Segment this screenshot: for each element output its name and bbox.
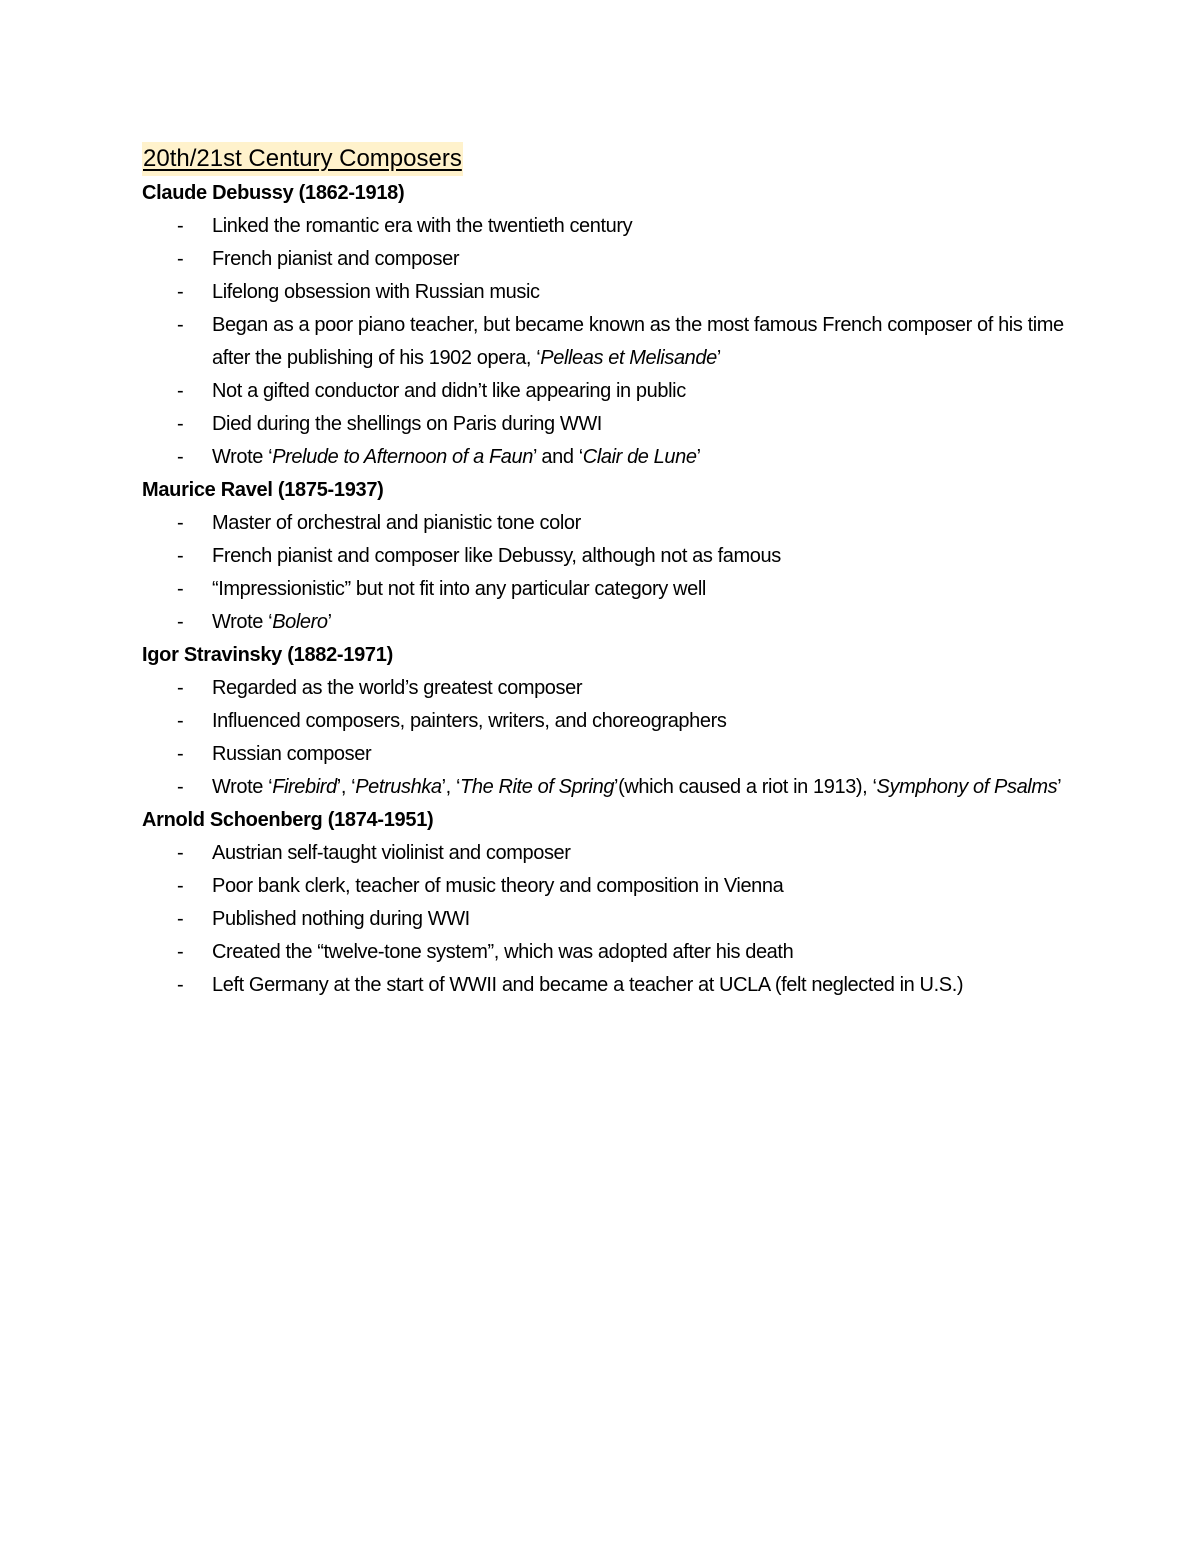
bullet-list	[142, 837, 1082, 1002]
list-item	[142, 870, 1082, 903]
work-title: Clair de Lune	[582, 446, 697, 468]
item-text: Wrote ‘	[212, 776, 273, 798]
bullet-list	[142, 672, 1082, 804]
bullet-dash: -	[177, 677, 184, 699]
composer-heading: Claude Debussy (1862-1918)	[142, 182, 405, 204]
bullet-dash: -	[177, 974, 184, 996]
item-text: Lifelong obsession with Russian music	[212, 281, 540, 303]
work-title: The Rite of Spring	[460, 776, 615, 798]
item-text: Influenced composers, painters, writers, and choreographers	[212, 710, 727, 732]
work-title: Symphony of Psalms	[876, 776, 1058, 798]
document-page	[142, 142, 1082, 1002]
list-item	[142, 210, 1082, 243]
list-item	[142, 507, 1082, 540]
list-item	[142, 540, 1082, 573]
item-text: ’	[696, 446, 701, 468]
item-text: ’	[1057, 776, 1062, 798]
list-item	[142, 606, 1082, 639]
bullet-dash: -	[177, 776, 184, 798]
bullet-dash: -	[177, 545, 184, 567]
bullet-dash: -	[177, 281, 184, 303]
item-text: Austrian self-taught violinist and composer	[212, 842, 571, 864]
composer-section	[142, 177, 1082, 474]
work-title: Bolero	[272, 611, 328, 633]
work-title: Pelleas et Melisande	[540, 347, 717, 369]
list-item	[142, 837, 1082, 870]
list-item	[142, 573, 1082, 606]
item-text: French pianist and composer	[212, 248, 460, 270]
bullet-dash: -	[177, 908, 184, 930]
item-text: ’(which caused a riot in 1913), ‘	[614, 776, 877, 798]
item-text: ’ and ‘	[532, 446, 583, 468]
list-item	[142, 738, 1082, 771]
composer-heading: Maurice Ravel (1875-1937)	[142, 479, 384, 501]
item-text: ’	[327, 611, 332, 633]
work-title: Firebird	[272, 776, 337, 798]
composer-heading: Arnold Schoenberg (1874-1951)	[142, 809, 434, 831]
list-item	[142, 771, 1082, 804]
work-title: Petrushka	[355, 776, 442, 798]
item-text: Not a gifted conductor and didn’t like appearing in public	[212, 380, 686, 402]
item-text: Left Germany at the start of WWII and became a teacher at UCLA (felt neglected in U.S.)	[212, 974, 964, 996]
item-text: Linked the romantic era with the twentieth century	[212, 215, 633, 237]
item-text: Died during the shellings on Paris during WWI	[212, 413, 602, 435]
bullet-dash: -	[177, 743, 184, 765]
bullet-dash: -	[177, 578, 184, 600]
item-text: ’, ‘	[336, 776, 356, 798]
bullet-dash: -	[177, 215, 184, 237]
bullet-dash: -	[177, 413, 184, 435]
list-item	[142, 441, 1082, 474]
item-text: Created the “twelve-tone system”, which was adopted after his death	[212, 941, 794, 963]
list-item	[142, 705, 1082, 738]
list-item	[142, 672, 1082, 705]
composer-heading: Igor Stravinsky (1882-1971)	[142, 644, 393, 666]
bullet-dash: -	[177, 446, 184, 468]
composer-section	[142, 474, 1082, 639]
bullet-dash: -	[177, 941, 184, 963]
item-text: “Impressionistic” but not fit into any particular category well	[212, 578, 706, 600]
document-title: 20th/21st Century Composers	[142, 142, 463, 176]
bullet-dash: -	[177, 314, 184, 336]
item-text: Wrote ‘	[212, 611, 273, 633]
item-text: French pianist and composer like Debussy, although not as famous	[212, 545, 781, 567]
bullet-list	[142, 210, 1082, 474]
list-item	[142, 936, 1082, 969]
item-text: Master of orchestral and pianistic tone color	[212, 512, 581, 534]
bullet-dash: -	[177, 875, 184, 897]
list-item	[142, 375, 1082, 408]
item-text: Regarded as the world’s greatest composer	[212, 677, 583, 699]
list-item	[142, 969, 1082, 1002]
bullet-dash: -	[177, 512, 184, 534]
list-item	[142, 903, 1082, 936]
bullet-list	[142, 507, 1082, 639]
bullet-dash: -	[177, 380, 184, 402]
item-text: Poor bank clerk, teacher of music theory and composition in Vienna	[212, 875, 784, 897]
item-text: Wrote ‘	[212, 446, 273, 468]
list-item	[142, 408, 1082, 441]
document-body	[142, 177, 1082, 1002]
composer-section	[142, 639, 1082, 804]
bullet-dash: -	[177, 842, 184, 864]
composer-section	[142, 804, 1082, 1002]
bullet-dash: -	[177, 611, 184, 633]
list-item	[142, 243, 1082, 276]
item-text: Published nothing during WWI	[212, 908, 470, 930]
bullet-dash: -	[177, 248, 184, 270]
item-text: Russian composer	[212, 743, 372, 765]
item-text: ’, ‘	[441, 776, 461, 798]
list-item	[142, 276, 1082, 309]
item-text: ’	[716, 347, 721, 369]
item-text: Began as a poor piano teacher, but became known as the most famous French composer of his time after the publishing of his 1902 opera, ‘	[212, 314, 1064, 369]
bullet-dash: -	[177, 710, 184, 732]
work-title: Prelude to Afternoon of a Faun	[272, 446, 533, 468]
list-item	[142, 309, 1082, 375]
